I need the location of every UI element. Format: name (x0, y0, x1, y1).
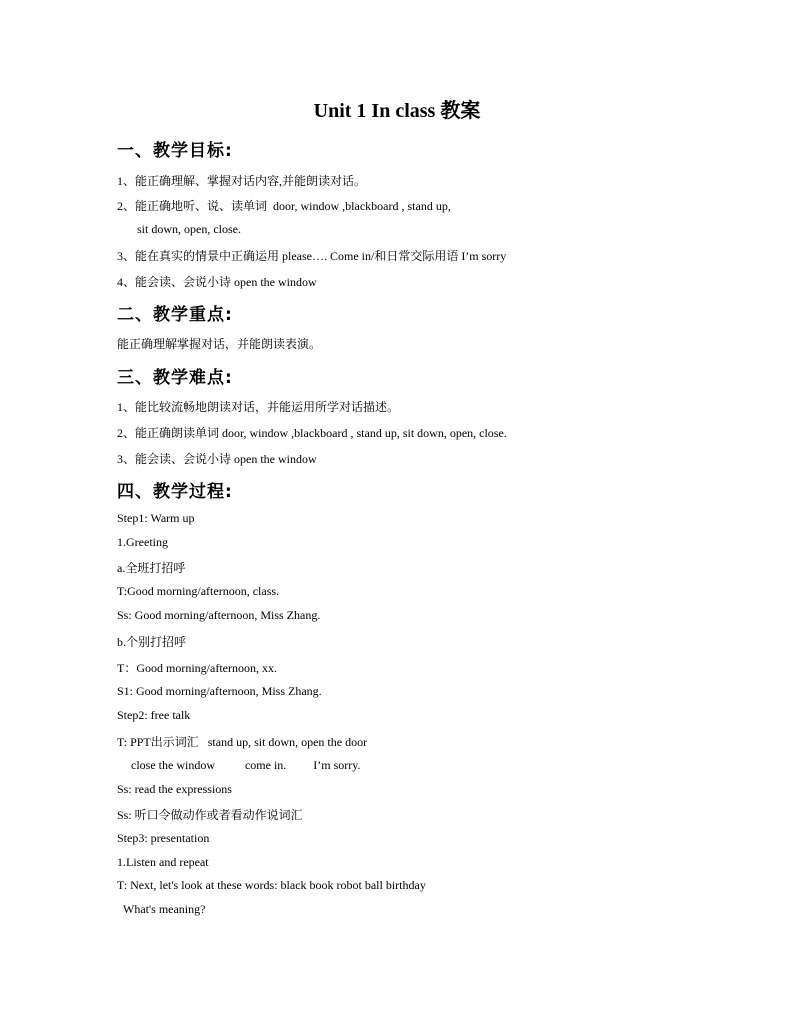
text-line: 1、能正确理解、掌握对话内容,并能朗读对话。 (117, 174, 367, 188)
text-line: Ss: read the expressions (117, 782, 232, 796)
section-heading-difficulties: 三、教学难点: (117, 368, 233, 388)
text-line: close the window come in. I’m sorry. (131, 758, 361, 772)
section-heading-process: 四、教学过程: (117, 482, 233, 502)
text-line: Ss: Good morning/afternoon, Miss Zhang. (117, 608, 321, 622)
text-line: 2、能正确地听、说、读单词 door, window ,blackboard , stand up, (117, 199, 451, 213)
text-line: 1.Greeting (117, 535, 168, 549)
text-line: 4、能会读、会说小诗 open the window (117, 275, 317, 289)
section-heading-objectives: 一、教学目标: (117, 141, 233, 161)
text-line: T: Next, let's look at these words: black book robot ball birthday (117, 878, 426, 892)
text-line: What's meaning? (123, 902, 206, 916)
text-line: S1: Good morning/afternoon, Miss Zhang. (117, 684, 322, 698)
document-title: Unit 1 In class 教案 (313, 100, 481, 122)
text-line: 1.Listen and repeat (117, 855, 209, 869)
text-line: a.全班打招呼 (117, 561, 186, 575)
text-line: Step2: free talk (117, 708, 191, 722)
text-line: sit down, open, close. (137, 222, 241, 236)
text-line: 能正确理解掌握对话，并能朗读表演。 (117, 337, 322, 351)
text-line: T:Good morning/afternoon, class. (117, 584, 280, 598)
text-line: T: PPT出示词汇 stand up, sit down, open the door (117, 735, 368, 749)
text-line: 2、能正确朗读单词 door, window ,blackboard , stand up, sit down, open, close. (117, 426, 507, 440)
text-line: 3、能会读、会说小诗 open the window (117, 452, 317, 466)
text-line: 1、能比较流畅地朗读对话，并能运用所学对话描述。 (117, 400, 400, 414)
text-line: T：Good morning/afternoon, xx. (117, 661, 277, 675)
text-line: Step3: presentation (117, 831, 210, 845)
text-line: b.个别打招呼 (117, 635, 187, 649)
text-line: Ss: 听口令做动作或者看动作说词汇 (117, 808, 303, 822)
text-line: 3、能在真实的情景中正确运用 please…. Come in/和日常交际用语 I’m sorry (117, 249, 507, 263)
text-line: Step1: Warm up (117, 511, 195, 525)
section-heading-key-points: 二、教学重点: (117, 305, 233, 325)
